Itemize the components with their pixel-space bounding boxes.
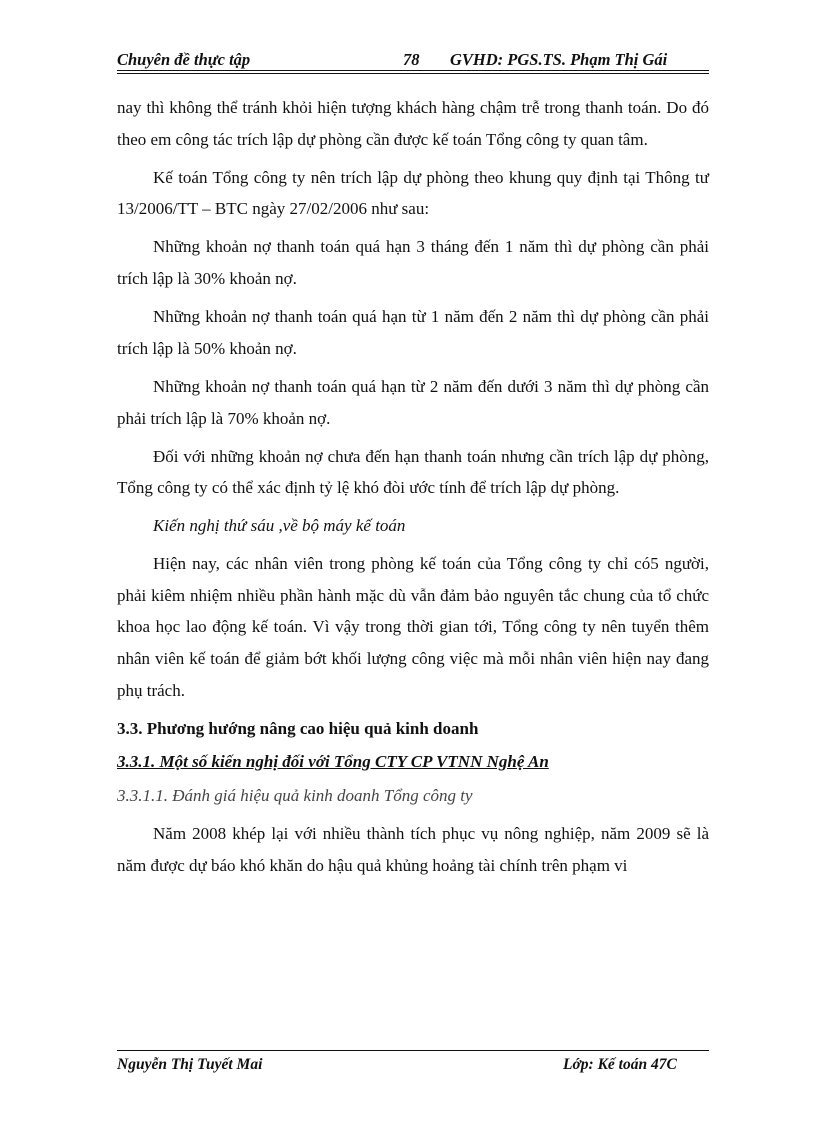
paragraph-provision-rule: Kế toán Tổng công ty nên trích lập dự phòng theo khung quy định tại Thông tư 13/2006/TT – BTC ngày 27/02/2006 như sau: <box>117 167 709 219</box>
section-heading-3-3-1: 3.3.1. Một số kiến nghị đối với Tổng CTY CP VTNN Nghệ An <box>117 752 549 772</box>
section-heading-3-3: 3.3. Phương hướng nâng cao hiệu quả kinh doanh <box>117 718 479 738</box>
header-supervisor: GVHD: PGS.TS. Phạm Thị Gái <box>450 50 668 69</box>
paragraph-50-percent: Những khoản nợ thanh toán quá hạn từ 1 năm đến 2 năm thì dự phòng cần phải trích lập là 50% khoản nợ. <box>117 307 709 358</box>
footer-author: Nguyễn Thị Tuyết Mai <box>117 1056 263 1073</box>
header-document-type: Chuyên đề thực tập <box>117 50 251 69</box>
page-number: 78 <box>403 50 420 69</box>
paragraph-continuation: nay thì không thể tránh khỏi hiện tượng khách hàng chậm trễ trong thanh toán. Do đó theo em công tác trích lập dự phòng cần được kế toán Tổng công ty quan tâm. <box>117 98 709 149</box>
header-rule <box>117 70 709 71</box>
paragraph-accounting-staff: Hiện nay, các nhân viên trong phòng kế toán của Tổng công ty chỉ có5 người, phải kiêm nhiệm nhiều phần hành mặc dù vẫn đảm bảo nguyên tắc chung của tổ chức khoa học lao động kế toán. Vì vậy trong thời gian tới, Tổng công ty nên tuyển thêm nhân viên kế toán để giảm bớt khối lượng công việc mà mỗi nhân viên hiện nay đang phụ trách. <box>117 553 709 700</box>
paragraph-2008-review: Năm 2008 khép lại với nhiều thành tích phục vụ nông nghiệp, năm 2009 sẽ là năm được dự báo khó khăn do hậu quả khủng hoảng tài chính trên phạm vi <box>117 823 709 875</box>
paragraph-70-percent: Những khoản nợ thanh toán quá hạn từ 2 năm đến dưới 3 năm thì dự phòng cần phải trích lập là 70% khoản nợ. <box>117 376 709 428</box>
page-body <box>117 92 709 888</box>
footer-rule <box>117 1050 709 1051</box>
page-footer <box>117 1056 709 1078</box>
paragraph-not-due: Đối với những khoản nợ chưa đến hạn thanh toán nhưng cần trích lập dự phòng, Tổng công ty có thể xác định tỷ lệ khó đòi ước tính để trích lập dự phòng. <box>117 446 709 498</box>
header-rule-double <box>117 73 709 74</box>
footer-class: Lớp: Kế toán 47C <box>563 1056 677 1073</box>
section-heading-3-3-1-1: 3.3.1.1. Đánh giá hiệu quả kinh doanh Tổng công ty <box>117 786 473 806</box>
recommendation-six-title: Kiến nghị thứ sáu ,về bộ máy kế toán <box>153 516 406 536</box>
paragraph-30-percent: Những khoản nợ thanh toán quá hạn 3 tháng đến 1 năm thì dự phòng cần phải trích lập là 30% khoản nợ. <box>117 237 709 289</box>
